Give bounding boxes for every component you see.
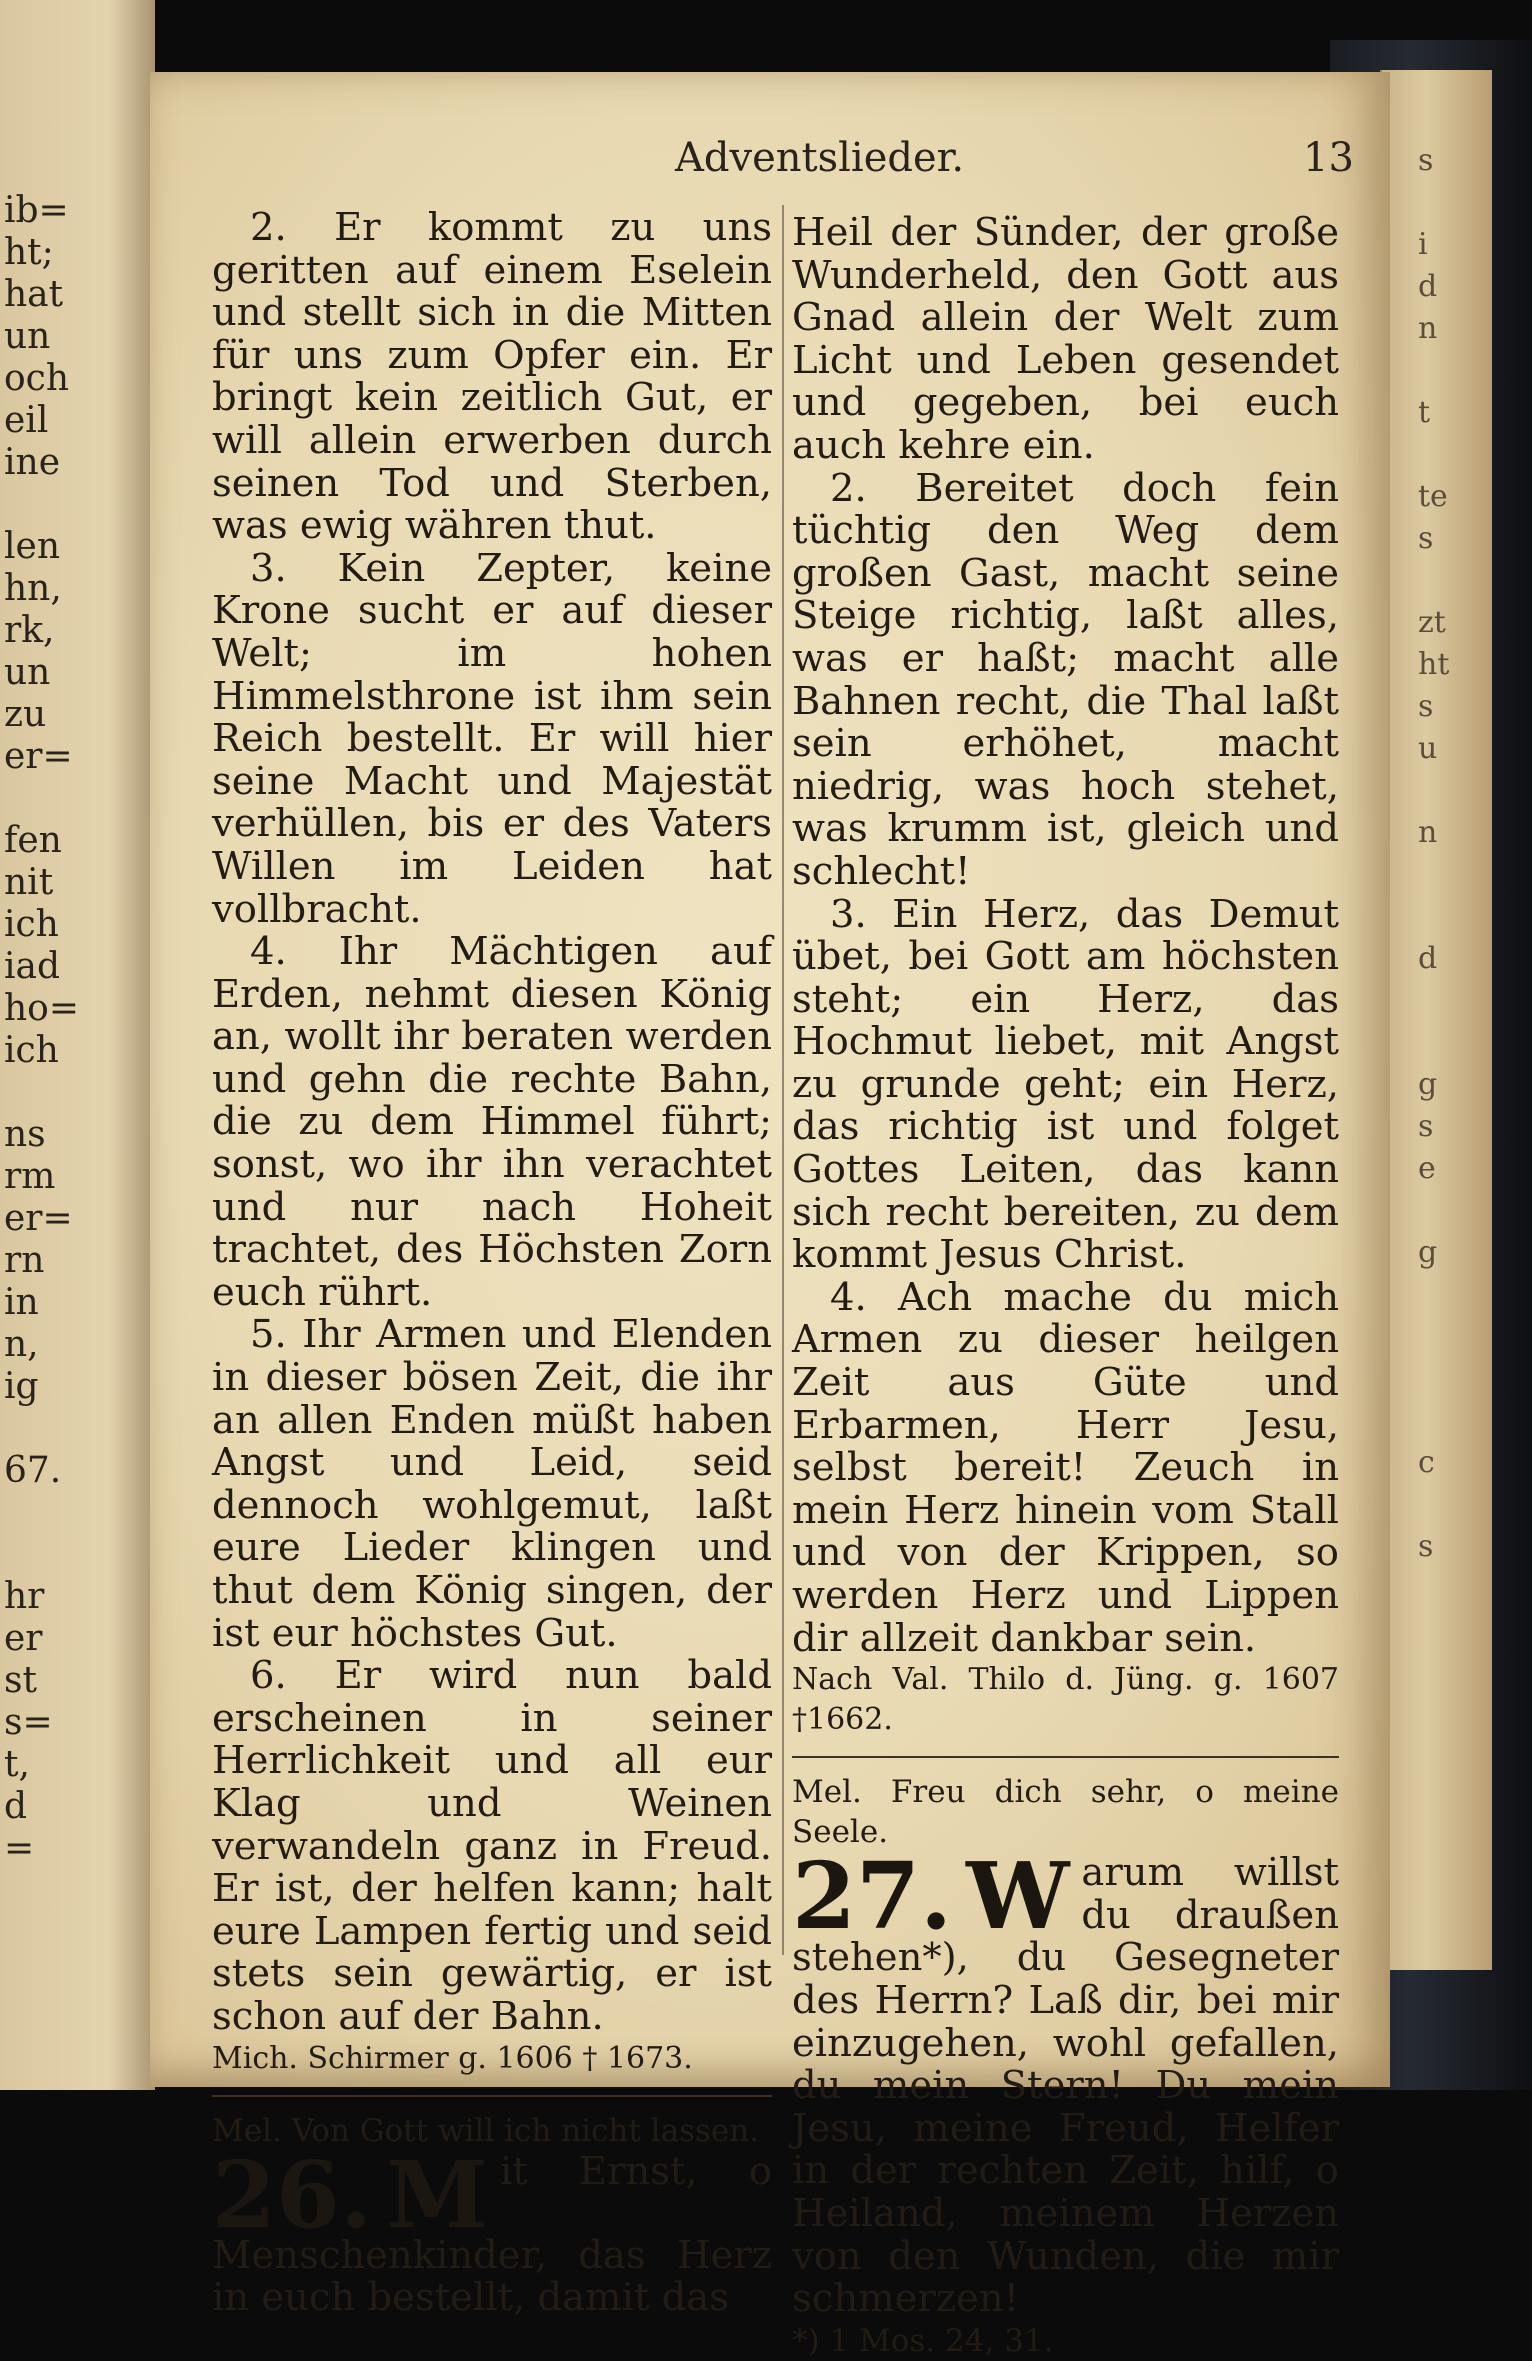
fragment-line: = xyxy=(4,1828,35,1869)
fragment-line: rm xyxy=(4,1156,56,1197)
fragment-line xyxy=(1418,1484,1478,1526)
fragment-line: un xyxy=(4,316,51,357)
column-divider xyxy=(782,205,784,1955)
fragment-line: nit xyxy=(4,862,54,903)
fragment-line: ho= xyxy=(4,988,80,1029)
fragment-line: ns xyxy=(4,1114,46,1155)
fragment-line: t, xyxy=(4,1744,30,1785)
fragment-line: ig xyxy=(4,1366,39,1407)
verse-4: 4. Ihr Mächtigen auf Erden, nehmt diesen König an, wollt ihr beraten werden und gehn die rechte Bahn, die zu dem Himmel führt; sonst, wo ihr ihn verachtet und nur nach Hoheit trachtet, des Höchsten Zorn euch rührt. xyxy=(212,929,772,1315)
fragment-line: s xyxy=(1418,1109,1434,1144)
hymn-separator xyxy=(792,1756,1339,1758)
fragment-line: rk, xyxy=(4,610,55,651)
hymn-number: 26. xyxy=(212,2140,373,2249)
fragment-line: ht; xyxy=(4,232,54,273)
fragment-line: hn, xyxy=(4,568,62,609)
fragment-line: er= xyxy=(4,736,73,777)
fragment-line: er= xyxy=(4,1198,73,1239)
fragment-line xyxy=(1418,1190,1478,1232)
hymn-attribution: Nach Val. Thilo d. Jüng. g. 1607 †1662. xyxy=(792,1662,1339,1738)
fragment-line: n xyxy=(1418,815,1438,850)
fragment-line: 67. xyxy=(4,1450,62,1491)
fragment-line: t xyxy=(1418,395,1431,430)
fragment-line xyxy=(1418,770,1478,812)
hymn-attribution: Mich. Schirmer g. 1606 † 1673. xyxy=(212,2040,693,2076)
left-column xyxy=(212,207,772,2320)
fragment-line xyxy=(4,1408,154,1450)
fragment-line: un xyxy=(4,652,51,693)
fragment-line: c xyxy=(1418,1445,1435,1480)
fragment-line: ht xyxy=(1418,647,1450,682)
fragment-line: ine xyxy=(4,442,61,483)
fragment-line: n xyxy=(1418,311,1438,346)
hymn-26-start xyxy=(212,2140,772,2321)
fragment-line xyxy=(1418,1358,1478,1400)
verse-6: 6. Er wird nun bald erscheinen in seiner Herrlichkeit und all eur Klag und Weinen verwandeln ganz in Freud. Er ist, der helfen kann; halt eure Lampen fertig und seid stets sein gewärtig, er ist schon auf der Bahn. xyxy=(212,1653,772,2039)
right-column xyxy=(792,212,1339,2361)
fragment-line: s xyxy=(1418,143,1434,178)
fragment-line: ich xyxy=(4,904,59,945)
previous-page-fragment xyxy=(0,0,155,2090)
drop-initial: W xyxy=(966,1842,1070,1951)
fragment-line: n, xyxy=(4,1324,39,1365)
fragment-line xyxy=(4,1534,154,1576)
fragment-line xyxy=(4,1072,154,1114)
fragment-line xyxy=(1418,182,1478,224)
fragment-line: eil xyxy=(4,400,49,441)
fragment-line xyxy=(4,484,154,526)
footnote: *) 1 Mos. 24, 31. xyxy=(792,2322,1054,2359)
hymn-27-text: arum willst du draußen stehen*), du Gesegneter des Herrn? Laß dir, bei mir einzugehen, wohl gefallen, du mein Stern! Du mein Jesu, meine Freud, Helfer in der rechten Zeit, hilf, o Heiland, meinem Herzen von den Wunden, die mir schmerzen! xyxy=(792,1850,1339,2322)
hymn-number: 27. xyxy=(792,1842,953,1951)
previous-page-text-fragments xyxy=(4,190,154,1870)
fragment-line: och xyxy=(4,358,70,399)
page-number: 13 xyxy=(1303,135,1354,181)
fragment-line: d xyxy=(1418,269,1438,304)
fragment-line: ich xyxy=(4,1030,59,1071)
verse-5: 5. Ihr Armen und Elenden in dieser bösen Zeit, die ihr an allen Enden müßt haben Angst und Leid, seid dennoch wohlgemut, laßt eure Lieder klingen und thut dem König singen, der ist eur höchstes Gut. xyxy=(212,1312,772,1656)
fragment-line xyxy=(1418,434,1478,476)
fragment-line: iad xyxy=(4,946,61,987)
fragment-line: s= xyxy=(4,1702,53,1743)
fragment-line: d xyxy=(1418,941,1438,976)
fragment-line: zu xyxy=(4,694,47,735)
fragment-line: i xyxy=(1418,227,1428,262)
hymn-separator xyxy=(212,2095,772,2097)
fragment-line: ib= xyxy=(4,190,69,231)
verse-2: 2. Er kommt zu uns geritten auf einem Eselein und stellt sich in die Mitten für uns zum Opfer ein. Er bringt kein zeitlich Gut, er will allein erwerben durch seinen Tod und Sterben, was ewig währen thut. xyxy=(212,205,772,549)
verse-1-continuation: Heil der Sünder, der große Wunderheld, den Gott aus Gnad allein der Welt zum Licht und Leben gesendet und gegeben, bei euch auch kehre ein. xyxy=(792,210,1339,468)
fragment-line: te xyxy=(1418,479,1448,514)
fragment-line xyxy=(1418,1274,1478,1316)
verse-3: 3. Kein Zepter, keine Krone sucht er auf dieser Welt; im hohen Himmelsthrone ist ihm sein Reich bestellt. Er will hier seine Macht und Majestät verhüllen, bis er des Vaters Willen im Leiden hat vollbracht. xyxy=(212,545,772,932)
fragment-line: s xyxy=(1418,521,1434,556)
fragment-line: len xyxy=(4,526,61,567)
fragment-line: s xyxy=(1418,1529,1434,1564)
fragment-line: in xyxy=(4,1282,39,1323)
fragment-line xyxy=(1418,350,1478,392)
melody-line: Mel. Freu dich sehr, o meine Seele. xyxy=(792,1774,1339,1851)
fragment-line: g xyxy=(1418,1067,1438,1102)
verse-3: 3. Ein Herz, das Demut übet, bei Gott am höchsten steht; ein Herz, das Hochmut liebet, mit Angst zu grunde geht; ein Herz, das richtig ist und folget Gottes Leiten, das kann sich recht bereiten, zu dem kommt Jesus Christ. xyxy=(792,891,1339,1278)
fragment-line xyxy=(1418,896,1478,938)
fragment-line xyxy=(4,778,154,820)
running-header-title: Adventslieder. xyxy=(675,135,965,181)
fragment-line: st xyxy=(4,1660,37,1701)
fragment-line xyxy=(1418,1316,1478,1358)
hymn-26-text: it Ernst, o Menschenkinder, das Herz in euch bestellt, damit das xyxy=(212,2148,772,2321)
fragment-line: u xyxy=(1418,731,1438,766)
fragment-line: hat xyxy=(4,274,64,315)
fragment-line xyxy=(1418,980,1478,1022)
melody-line: Mel. Von Gott will ich nicht lassen. xyxy=(212,2112,760,2149)
fragment-line: hr xyxy=(4,1576,45,1617)
fragment-line: rn xyxy=(4,1240,45,1281)
fragment-line xyxy=(4,1492,154,1534)
fragment-line: s xyxy=(1418,689,1434,724)
drop-initial: M xyxy=(386,2140,488,2249)
fragment-line xyxy=(1418,1400,1478,1442)
verse-2: 2. Bereitet doch fein tüchtig den Weg dem großen Gast, macht seine Steige richtig, laßt alles, was er haßt; macht alle Bahnen recht, die Thal laßt sein erhöhet, macht niedrig, was hoch stehet, was krumm ist, gleich und schlecht! xyxy=(792,465,1339,894)
fragment-line: e xyxy=(1418,1151,1436,1186)
fragment-line xyxy=(1418,560,1478,602)
fragment-line xyxy=(1418,854,1478,896)
fragment-line xyxy=(1418,1022,1478,1064)
next-page-text-fragments xyxy=(1418,140,1478,1568)
hymn-27-start xyxy=(792,1842,1339,2322)
verse-4: 4. Ach mache du mich Armen zu dieser heilgen Zeit aus Güte und Erbarmen, Herr Jesu, selbst bereit! Zeuch in mein Herz hinein vom Stall und von der Krippen, so werden Herz und Lippen dir allzeit dankbar sein. xyxy=(792,1274,1339,1661)
fragment-line: zt xyxy=(1418,605,1446,640)
fragment-line: d xyxy=(4,1786,28,1827)
fragment-line: fen xyxy=(4,820,62,861)
fragment-line: g xyxy=(1418,1235,1438,1270)
fragment-line: er xyxy=(4,1618,43,1659)
